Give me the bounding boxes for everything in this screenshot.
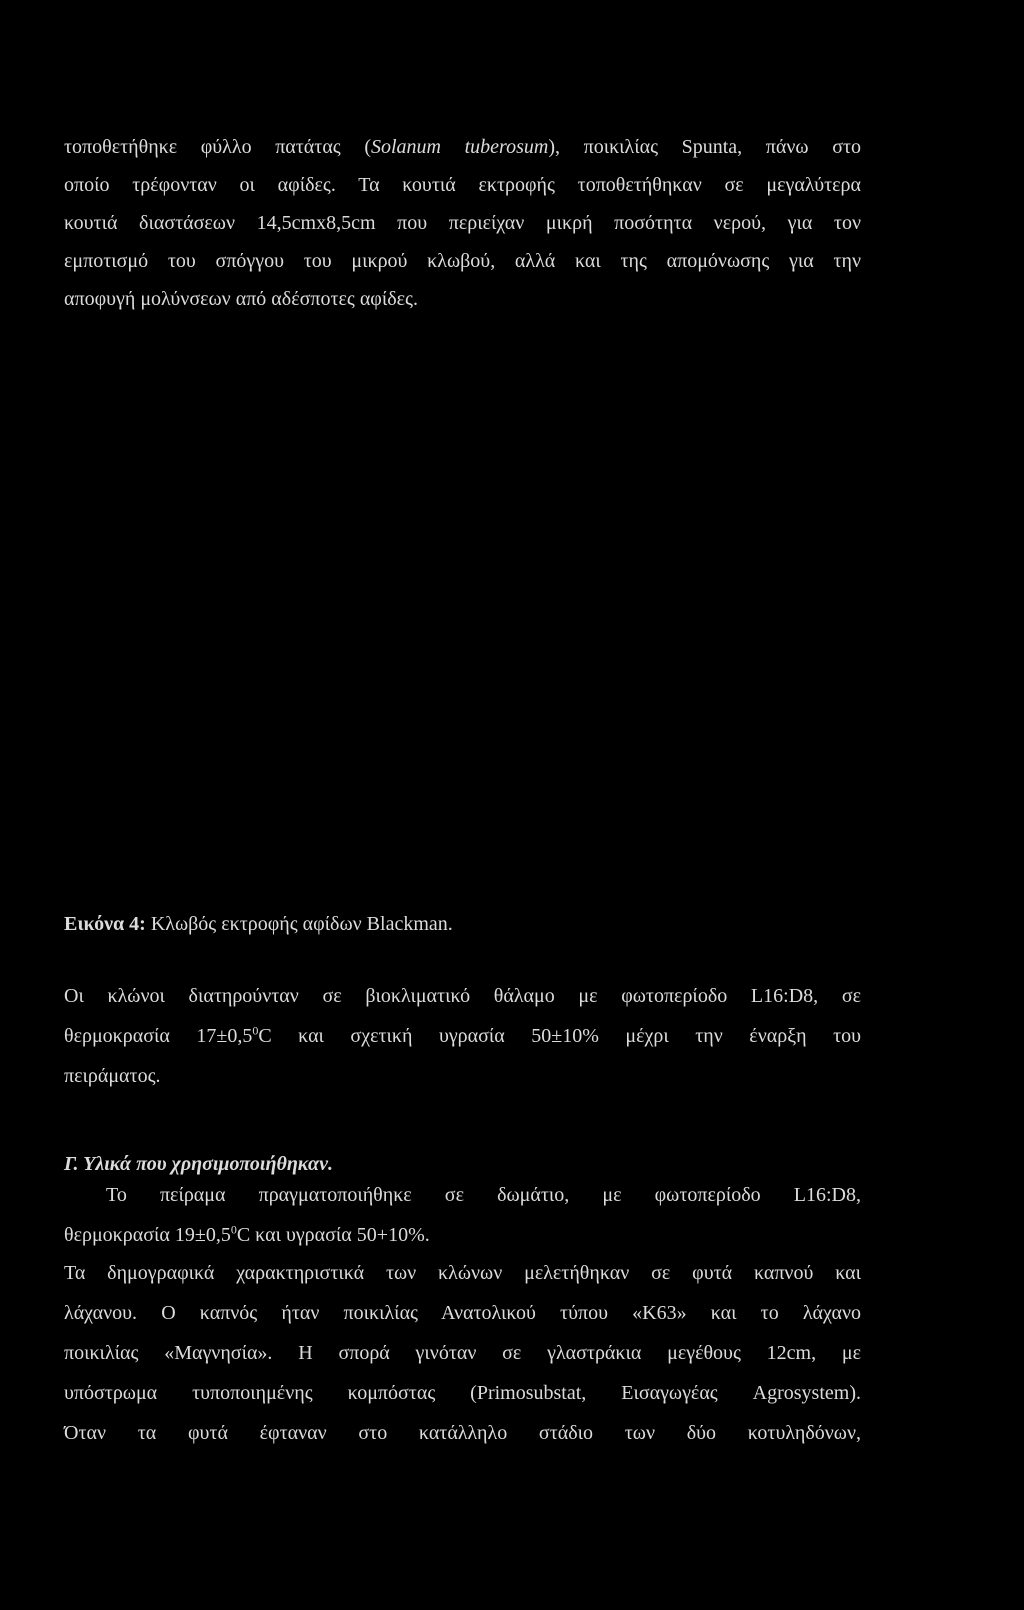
text-line: κουτιά διαστάσεων 14,5cmx8,5cm που περιείχαν μικρή ποσότητα νερού, για τον bbox=[64, 212, 861, 234]
paragraph-demographics bbox=[64, 1253, 861, 1453]
text-line: Όταν τα φυτά έφταναν στο κατάλληλο στάδιο των δύο κοτυληδόνων, bbox=[64, 1422, 861, 1444]
text-line: οποίο τρέφονταν οι αφίδες. Τα κουτιά εκτροφής τοποθετήθηκαν σε μεγαλύτερα bbox=[64, 174, 861, 196]
text-line: Το πείραμα πραγματοποιήθηκε σε δωμάτιο, με φωτοπερίοδο L16:D8, bbox=[106, 1184, 861, 1206]
text-line: Οι κλώνοι διατηρούνταν σε βιοκλιματικό θάλαμο με φωτοπερίοδο L16:D8, σε bbox=[64, 985, 861, 1007]
text-line: θερμοκρασία $19\pm 0,5^0C$ και υγρασία 50+10%. bbox=[64, 1222, 430, 1246]
text-line: τοποθετήθηκε φύλλο πατάτας (Solanum tuberosum), ποικιλίας Spunta, πάνω στο bbox=[64, 136, 862, 158]
caption-text: Κλωβός εκτροφής αφίδων Blackman. bbox=[145, 913, 453, 935]
paragraph-rearing-setup bbox=[64, 128, 861, 318]
caption-line bbox=[64, 905, 861, 943]
text-line: εμποτισμό του σπόγγου του μικρού κλωβού, αλλά και της απομόνωσης για την bbox=[64, 250, 861, 272]
text-line: Τα δημογραφικά χαρακτηριστικά των κλώνων μελετήθηκαν σε φυτά καπνού και bbox=[64, 1262, 861, 1284]
caption-label: Εικόνα 4: bbox=[64, 913, 146, 935]
paragraph-clone-maintenance bbox=[64, 976, 861, 1096]
text-line: υπόστρωμα τυποποιημένης κομπόστας (Primosubstat, Εισαγωγέας Agrosystem). bbox=[64, 1382, 861, 1404]
figure-caption bbox=[64, 905, 861, 943]
figure-image-area bbox=[64, 350, 861, 880]
heading-text: Γ. Υλικά που χρησιμοποιήθηκαν. bbox=[64, 1153, 333, 1175]
text-line: πειράματος. bbox=[64, 1065, 161, 1087]
species-name: Solanum tuberosum bbox=[371, 136, 549, 158]
text-line: ποικιλίας «Μαγνησία». Η σπορά γινόταν σε γλαστράκια μεγέθους 12cm, με bbox=[64, 1342, 861, 1364]
paragraph-experiment-room bbox=[64, 1175, 861, 1255]
text-line: θερμοκρασία $17\pm 0,5^0C$ και σχετική υγρασία 50±10% μέχρι την έναρξη του bbox=[64, 1023, 862, 1047]
text-line: αποφυγή μολύνσεων από αδέσποτες αφίδες. bbox=[64, 288, 418, 310]
text-line: λάχανου. Ο καπνός ήταν ποικιλίας Ανατολικού τύπου «K63» και το λάχανο bbox=[64, 1302, 861, 1324]
